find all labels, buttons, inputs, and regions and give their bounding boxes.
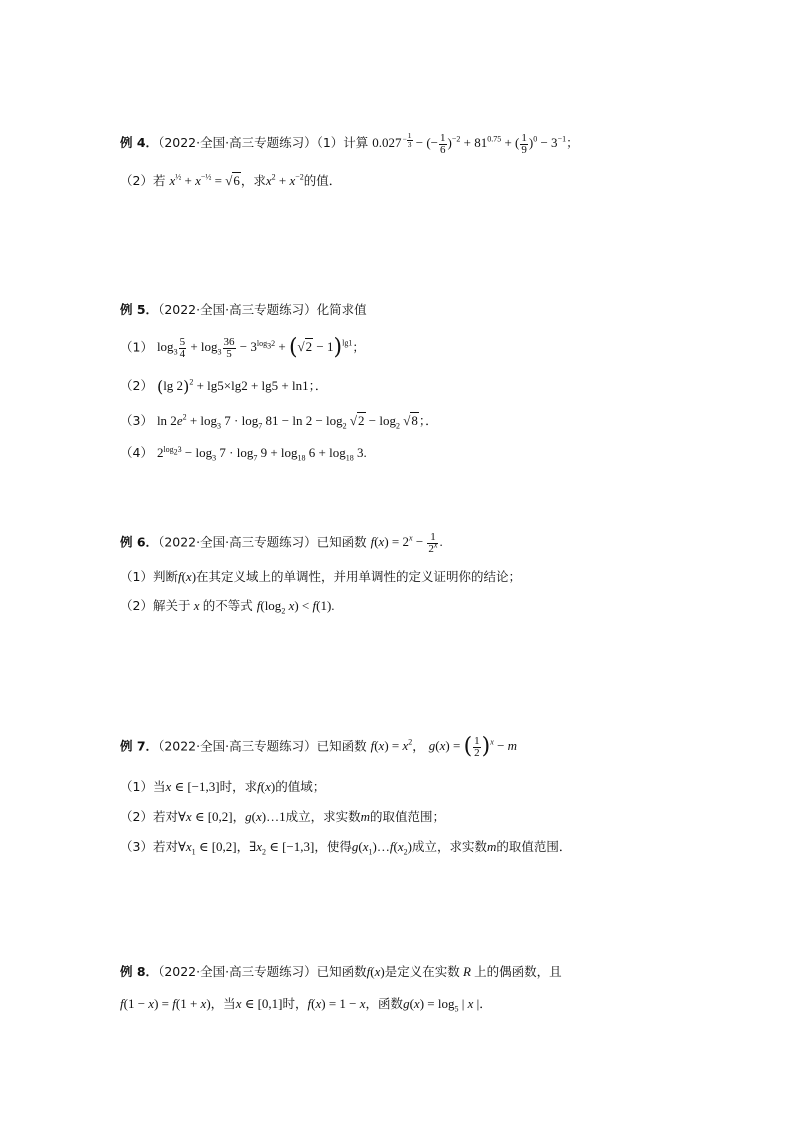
text: 已知函数 [316, 964, 367, 979]
example-6-source: （2022·全国·高三专题练习） [158, 534, 317, 550]
text: （1）当 [120, 779, 166, 794]
example-5-item-3 [120, 412, 438, 430]
punct: ；． [418, 413, 438, 428]
math-f: f(x) [366, 964, 385, 979]
math-cond: x ∈ [0,1] [235, 996, 283, 1011]
text: （2）若对 [120, 809, 178, 824]
punct: ， [232, 809, 246, 824]
math-expression-5-2: (lg 2)$^2$ + lg5×lg2 + lg5 + ln1 [156, 377, 309, 397]
text: 成立，求实数 [411, 839, 487, 854]
text: （2）解关于 [120, 598, 191, 613]
math-R: R [459, 964, 475, 979]
example-5-label: 例 5． [120, 302, 159, 317]
text: 时，求 [219, 779, 258, 794]
math-expression-5-3: $\ln 2e^2 + \log_3 7 \cdot \log_7 81 - \ln 2 - \log_2 √2 - \log_2 √8$ [156, 412, 418, 431]
example-8-source: （2022·全国·高三专题练习） [158, 964, 317, 979]
math-expression-7-gx: g(x) = ( $\frac{1}{2}$ )$^x$ − m [428, 734, 518, 760]
math-m: m [486, 839, 497, 854]
math-expr-8-2: f(x) = 1 − x [307, 996, 366, 1011]
item-number: （3） [120, 413, 153, 428]
math-cond: x ∈ [−1,3] [165, 779, 220, 794]
text: ，当 [210, 996, 236, 1011]
text: 是定义在实数 [384, 964, 460, 979]
math-expr: $g(x_1)\dots f(x_2)$ [351, 839, 412, 857]
text: 的值域； [275, 779, 326, 794]
example-6-q2 [120, 597, 335, 615]
text: 已知函数 [316, 534, 367, 550]
text: （1）判断 [120, 569, 178, 584]
math-f: f [177, 569, 182, 584]
math-cond: $\forall x_1$ ∈ [0,2] [177, 839, 237, 857]
punct: ， [412, 738, 425, 754]
math-expr-8-1: f(1 − x) = f(1 + x) [120, 996, 211, 1011]
math-cond: ∀x ∈ [0,2] [177, 809, 233, 824]
example-8-line-1 [120, 963, 562, 981]
example-7-label: 例 7． [120, 738, 159, 754]
math-expression-5-4: $2^{log_23} - \log_3 7 \cdot \log_7 9 + \log_{18} 6 + \log_{18} 3$. [156, 444, 367, 463]
math-f: f(x) [257, 779, 276, 794]
text: ，求 [240, 173, 266, 188]
math-expression-4-2: $x^{\frac{1}{2}} + x^{-\frac{1}{2}} = √6$ [169, 172, 240, 188]
example-6-line-1 [120, 532, 443, 555]
example-5-title: 化简求值 [316, 302, 367, 317]
example-5-line-1 [120, 301, 367, 319]
punct: ， [236, 839, 250, 854]
math-expression-5-1: $\log_3$ $\frac{5}{4}$ + $\log_3$ $\frac{36}{5}$ − $3^{log_32} + (√2 - 1)^{lg1}$ [156, 335, 353, 361]
text: 的取值范围； [370, 809, 446, 824]
math-expr: g(x)…1 [245, 809, 286, 824]
math-expression-6-2: $f(\log_2$ x) < f(1). [256, 598, 335, 616]
example-8-label: 例 8． [120, 964, 159, 979]
item-number: （2） [120, 378, 153, 393]
text: 成立，求实数 [285, 809, 361, 824]
example-7-q3 [120, 838, 571, 856]
math-expression-4-3: $x^2 + x^{-2}$ [265, 172, 304, 188]
example-7-line-1 [120, 736, 517, 759]
math-expression-4-1: 0.027− $\frac{1}{3}$ − (− $\frac{1}{6}$ )$^{-2} + 81^{0.75}$ + ( $\frac{1}{9}$ )$^0 - 3^{-1}$ [372, 131, 567, 156]
text: 的不等式 [202, 598, 253, 613]
example-4-label: 例 4． [120, 135, 159, 151]
example-4-line-1 [120, 132, 579, 156]
example-7-q2 [120, 808, 445, 826]
text: 在其定义域上的单调性，并用单调性的定义证明你的结论； [196, 569, 522, 584]
part-1-prefix: （1）计算 [316, 135, 369, 151]
text: ，使得 [314, 839, 352, 854]
example-6-label: 例 6． [120, 534, 159, 550]
example-8-line-2 [120, 995, 492, 1013]
text: 时， [282, 996, 308, 1011]
text: 的取值范围． [496, 839, 572, 854]
example-4-line-2 [120, 172, 341, 190]
math-x: x [190, 598, 203, 613]
text: 的值． [303, 173, 342, 188]
example-7-source: （2022·全国·高三专题练习） [158, 738, 317, 754]
example-6-q1 [120, 568, 521, 586]
example-5-item-4 [120, 444, 367, 462]
math-expr-8-3: $g(x) = \log_5$ | x | [403, 996, 480, 1014]
example-5-source: （2022·全国·高三专题练习） [158, 302, 317, 317]
punct: ． [479, 996, 492, 1011]
example-5-item-1 [120, 337, 365, 360]
text: ，函数 [365, 996, 404, 1011]
example-7-q1 [120, 778, 325, 796]
part-2-prefix: （2）若 [120, 173, 166, 188]
math-expression-7-fx: $f(x) = x^2$ [370, 738, 413, 754]
example-4-source: （2022·全国·高三专题练习） [158, 135, 317, 151]
text: 上的偶函数，且 [474, 964, 562, 979]
item-number: （4） [120, 445, 153, 460]
punct: ；． [308, 378, 328, 393]
example-5-item-2 [120, 377, 327, 396]
text: （3）若对 [120, 839, 178, 854]
math-expression-6-1: $f(x) = 2^x$ − $\frac{1}{2^x}$ . [370, 531, 443, 555]
math-cond: $\exists x_2$ ∈ [−1,3] [249, 839, 315, 857]
punct: ； [352, 339, 365, 355]
text: 已知函数 [316, 738, 367, 754]
math-m: m [360, 809, 371, 824]
punct: ； [566, 135, 579, 151]
item-number: （1） [120, 339, 153, 355]
math-paren: (x) [181, 569, 197, 584]
